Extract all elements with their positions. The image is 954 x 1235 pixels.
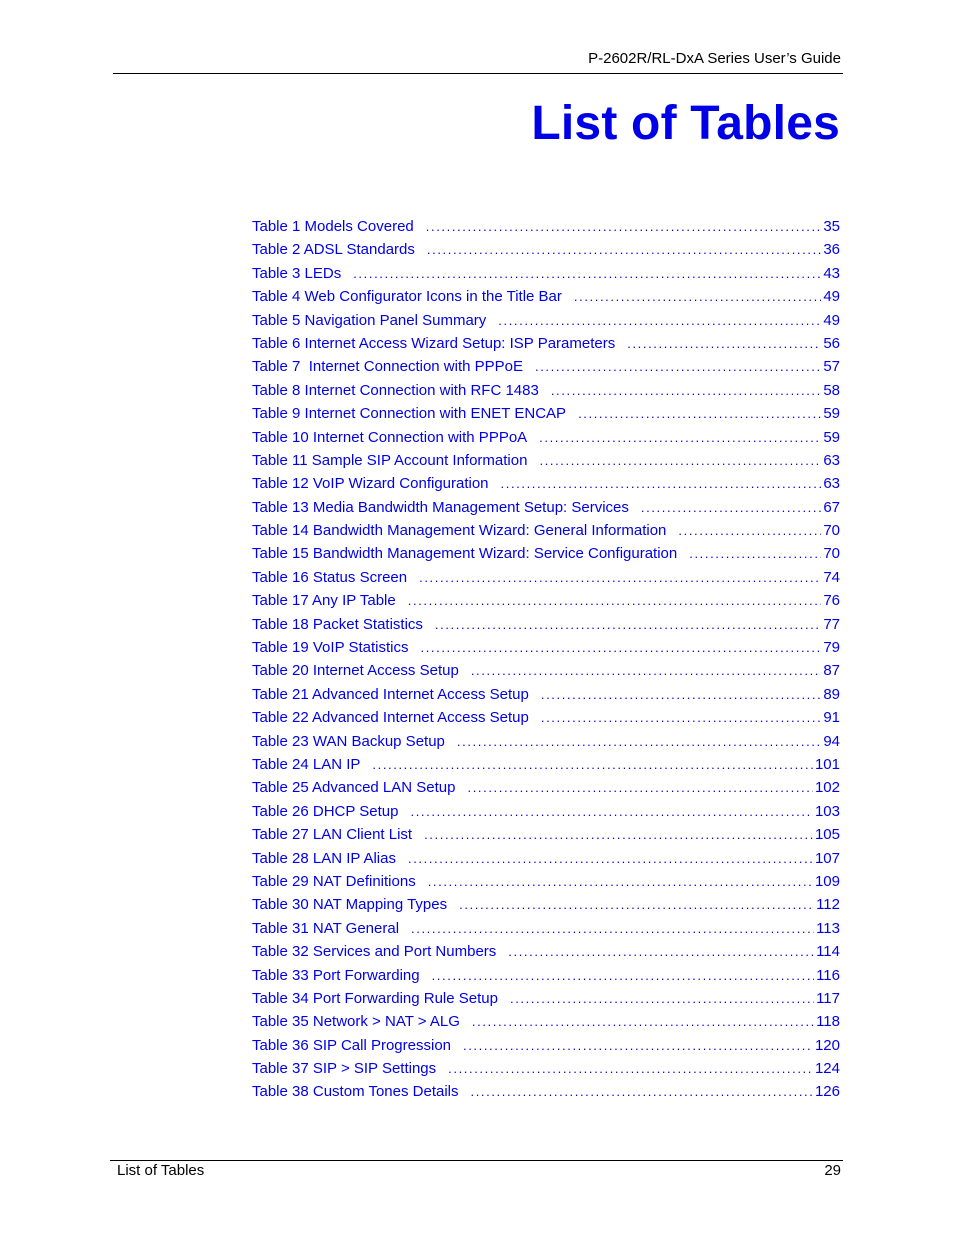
toc-entry[interactable] — [252, 1060, 840, 1083]
toc-entry-label[interactable]: Table 14 Bandwidth Management Wizard: General Information — [252, 522, 667, 540]
toc-entry[interactable] — [252, 850, 840, 873]
dot-leader — [448, 1061, 813, 1076]
toc-entry-label[interactable]: Table 4 Web Configurator Icons in the Title Bar — [252, 288, 562, 306]
toc-entry[interactable] — [252, 499, 840, 522]
dot-leader — [457, 734, 821, 749]
toc-entry-page-number[interactable]: 118 — [816, 1013, 840, 1031]
toc-entry[interactable] — [252, 662, 840, 685]
dot-leader — [539, 430, 821, 445]
dot-leader — [426, 219, 822, 234]
dot-leader — [467, 780, 812, 795]
toc-entry-page-number[interactable]: 35 — [823, 218, 840, 235]
dot-leader — [372, 757, 813, 772]
toc-entry-page-number[interactable]: 36 — [823, 241, 840, 259]
toc-entry-page-number[interactable]: 114 — [816, 943, 840, 961]
table-list — [252, 218, 840, 1107]
toc-entry-label[interactable]: Table 7 Internet Connection with PPPoE — [252, 358, 523, 376]
toc-entry[interactable] — [252, 920, 840, 943]
toc-entry-page-number[interactable]: 57 — [823, 358, 840, 376]
toc-entry-page-number[interactable]: 59 — [823, 405, 840, 423]
toc-entry[interactable] — [252, 335, 840, 358]
toc-entry-page-number[interactable]: 63 — [823, 451, 840, 469]
dot-leader — [459, 897, 814, 912]
toc-entry[interactable] — [252, 382, 840, 405]
toc-entry[interactable] — [252, 358, 840, 381]
toc-entry-page-number[interactable]: 113 — [816, 919, 840, 937]
dot-leader — [471, 663, 822, 678]
toc-entry[interactable] — [252, 756, 840, 779]
toc-entry-page-number[interactable]: 101 — [814, 755, 840, 773]
toc-entry[interactable] — [252, 475, 840, 498]
toc-entry-page-number[interactable]: 112 — [816, 896, 840, 914]
toc-entry[interactable] — [252, 616, 840, 639]
dot-leader — [678, 523, 821, 538]
toc-entry-page-number[interactable]: 74 — [823, 568, 840, 586]
toc-entry-page-number[interactable]: 63 — [823, 475, 840, 493]
toc-entry-page-number[interactable]: 120 — [814, 1036, 840, 1054]
toc-entry-label[interactable]: Table 32 Services and Port Numbers — [252, 943, 497, 961]
toc-entry-label[interactable]: Table 11 Sample SIP Account Information — [252, 451, 528, 469]
dot-leader — [420, 640, 821, 655]
toc-entry[interactable] — [252, 405, 840, 428]
toc-entry-page-number[interactable]: 79 — [823, 639, 840, 657]
toc-entry-label[interactable]: Table 10 Internet Connection with PPPoA — [252, 428, 528, 446]
toc-entry-label[interactable]: Table 29 NAT Definitions — [252, 872, 416, 890]
toc-entry-page-number[interactable]: 70 — [823, 545, 840, 563]
toc-entry-page-number[interactable]: 77 — [823, 615, 840, 633]
dot-leader — [471, 1084, 813, 1099]
header-rule — [113, 73, 843, 74]
toc-entry-page-number[interactable]: 109 — [814, 872, 840, 890]
toc-entry-page-number[interactable]: 87 — [823, 662, 840, 680]
dot-leader — [411, 921, 814, 936]
toc-entry-page-number[interactable]: 58 — [823, 381, 840, 399]
dot-leader — [541, 687, 821, 702]
toc-entry-label[interactable]: Table 26 DHCP Setup — [252, 802, 399, 820]
toc-entry-page-number[interactable]: 67 — [823, 498, 840, 516]
toc-entry-page-number[interactable]: 91 — [823, 709, 840, 727]
toc-entry[interactable] — [252, 265, 840, 288]
dot-leader — [498, 313, 821, 328]
toc-entry[interactable] — [252, 545, 840, 568]
toc-entry[interactable] — [252, 943, 840, 966]
toc-entry-label[interactable]: Table 20 Internet Access Setup — [252, 662, 459, 680]
toc-entry-label[interactable]: Table 2 ADSL Standards — [252, 241, 415, 259]
toc-entry-label[interactable]: Table 1 Models Covered — [252, 218, 414, 235]
toc-entry[interactable] — [252, 312, 840, 335]
dot-leader — [627, 336, 821, 351]
toc-entry[interactable] — [252, 896, 840, 919]
toc-entry[interactable] — [252, 429, 840, 452]
toc-entry[interactable] — [252, 803, 840, 826]
toc-entry[interactable] — [252, 569, 840, 592]
toc-entry-page-number[interactable]: 107 — [814, 849, 840, 867]
dot-leader — [501, 476, 822, 491]
toc-entry-page-number[interactable]: 70 — [823, 522, 840, 540]
header-guide-title: P-2602R/RL-DxA Series User’s Guide — [588, 50, 841, 67]
toc-entry-label[interactable]: Table 33 Port Forwarding — [252, 966, 420, 984]
dot-leader — [508, 944, 814, 959]
dot-leader — [510, 991, 814, 1006]
toc-entry-label[interactable]: Table 3 LEDs — [252, 264, 342, 282]
toc-entry-label[interactable]: Table 25 Advanced LAN Setup — [252, 779, 456, 797]
toc-entry-page-number[interactable]: 116 — [816, 966, 840, 984]
toc-entry-label[interactable]: Table 23 WAN Backup Setup — [252, 732, 445, 750]
toc-entry-label[interactable]: Table 12 VoIP Wizard Configuration — [252, 475, 489, 493]
toc-entry-page-number[interactable]: 105 — [814, 826, 840, 844]
dot-leader — [541, 710, 821, 725]
toc-entry-label[interactable]: Table 34 Port Forwarding Rule Setup — [252, 989, 498, 1007]
dot-leader — [539, 453, 821, 468]
toc-entry-page-number[interactable]: 126 — [814, 1083, 840, 1101]
footer-rule — [110, 1160, 843, 1161]
toc-entry-page-number[interactable]: 124 — [814, 1060, 840, 1078]
dot-leader — [408, 851, 813, 866]
toc-entry[interactable] — [252, 452, 840, 475]
footer-page-number: 29 — [824, 1162, 841, 1179]
toc-entry-page-number[interactable]: 43 — [823, 264, 840, 282]
toc-entry[interactable] — [252, 967, 840, 990]
toc-entry[interactable] — [252, 826, 840, 849]
dot-leader — [410, 804, 812, 819]
toc-entry-page-number[interactable]: 49 — [823, 288, 840, 306]
toc-entry-label[interactable]: Table 22 Advanced Internet Access Setup — [252, 709, 529, 727]
toc-entry-page-number[interactable]: 59 — [823, 428, 840, 446]
toc-entry-label[interactable]: Table 37 SIP > SIP Settings — [252, 1060, 437, 1078]
toc-entry-label[interactable]: Table 6 Internet Access Wizard Setup: ISP Parameters — [252, 334, 616, 352]
toc-entry[interactable] — [252, 218, 840, 241]
toc-entry-label[interactable]: Table 15 Bandwidth Management Wizard: Service Configuration — [252, 545, 678, 563]
toc-entry-page-number[interactable]: 103 — [814, 802, 840, 820]
toc-entry-label[interactable]: Table 24 LAN IP — [252, 755, 361, 773]
toc-entry-label[interactable]: Table 5 Navigation Panel Summary — [252, 311, 487, 329]
dot-leader — [435, 617, 821, 632]
toc-entry[interactable] — [252, 522, 840, 545]
dot-leader — [427, 242, 821, 257]
toc-entry-label[interactable]: Table 16 Status Screen — [252, 568, 408, 586]
toc-entry[interactable] — [252, 288, 840, 311]
toc-entry-label[interactable]: Table 30 NAT Mapping Types — [252, 896, 448, 914]
toc-entry-label[interactable]: Table 18 Packet Statistics — [252, 615, 423, 633]
toc-entry-page-number[interactable]: 76 — [823, 592, 840, 610]
toc-entry[interactable] — [252, 1083, 840, 1106]
toc-entry[interactable] — [252, 639, 840, 662]
toc-entry[interactable] — [252, 592, 840, 615]
toc-entry-label[interactable]: Table 35 Network > NAT > ALG — [252, 1013, 460, 1031]
dot-leader — [463, 1038, 813, 1053]
toc-entry[interactable] — [252, 709, 840, 732]
toc-entry[interactable] — [252, 1037, 840, 1060]
dot-leader — [551, 383, 821, 398]
toc-entry-label[interactable]: Table 9 Internet Connection with ENET ENCAP — [252, 405, 567, 423]
dot-leader — [419, 570, 821, 585]
dot-leader — [641, 500, 821, 515]
dot-leader — [578, 406, 821, 421]
toc-entry-label[interactable]: Table 17 Any IP Table — [252, 592, 396, 610]
toc-entry[interactable] — [252, 1013, 840, 1036]
toc-entry-page-number[interactable]: 117 — [816, 989, 840, 1007]
toc-entry-label[interactable]: Table 19 VoIP Statistics — [252, 639, 409, 657]
dot-leader — [428, 874, 813, 889]
dot-leader — [424, 827, 813, 842]
toc-entry[interactable] — [252, 686, 840, 709]
dot-leader — [689, 546, 821, 561]
toc-entry-label[interactable]: Table 13 Media Bandwidth Management Setup: Services — [252, 498, 629, 516]
page-title: List of Tables — [531, 97, 840, 150]
toc-entry-page-number[interactable]: 56 — [823, 334, 840, 352]
dot-leader — [535, 359, 821, 374]
toc-entry-label[interactable]: Table 27 LAN Client List — [252, 826, 413, 844]
toc-entry-label[interactable]: Table 31 NAT General — [252, 919, 400, 937]
dot-leader — [408, 593, 822, 608]
toc-entry-page-number[interactable]: 94 — [823, 732, 840, 750]
toc-entry-page-number[interactable]: 49 — [823, 311, 840, 329]
toc-entry-label[interactable]: Table 8 Internet Connection with RFC 1483 — [252, 381, 539, 399]
dot-leader — [353, 266, 821, 281]
toc-entry[interactable] — [252, 873, 840, 896]
toc-entry-page-number[interactable]: 102 — [814, 779, 840, 797]
dot-leader — [574, 289, 821, 304]
toc-entry-page-number[interactable]: 89 — [823, 685, 840, 703]
toc-entry-label[interactable]: Table 21 Advanced Internet Access Setup — [252, 685, 529, 703]
toc-entry[interactable] — [252, 990, 840, 1013]
toc-entry[interactable] — [252, 241, 840, 264]
toc-entry[interactable] — [252, 733, 840, 756]
footer-section: List of Tables — [117, 1162, 205, 1179]
toc-entry[interactable] — [252, 779, 840, 802]
toc-entry-label[interactable]: Table 36 SIP Call Progression — [252, 1036, 451, 1054]
dot-leader — [432, 968, 814, 983]
dot-leader — [472, 1014, 814, 1029]
toc-entry-label[interactable]: Table 38 Custom Tones Details — [252, 1083, 459, 1101]
toc-entry-label[interactable]: Table 28 LAN IP Alias — [252, 849, 396, 867]
